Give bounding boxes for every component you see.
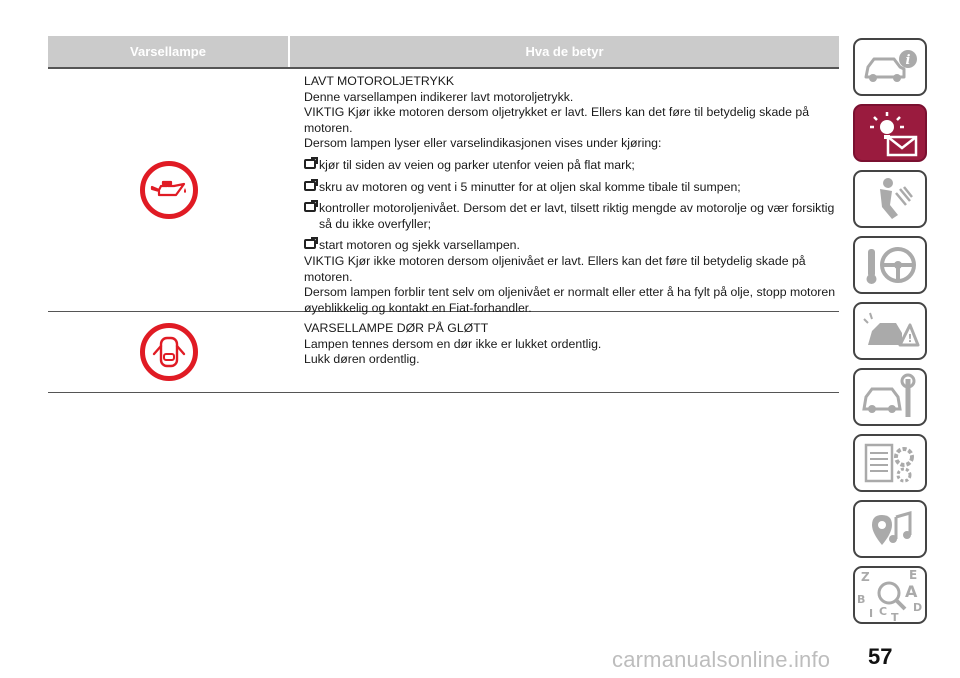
bullet-icon (304, 239, 316, 249)
specs-gears-icon[interactable] (853, 434, 927, 492)
bullet-icon (304, 159, 316, 169)
important-note: VIKTIG Kjør ikke motoren dersom oljenivået er lavt. Ellers kan det føre til betydelig skade på motoren. (304, 253, 806, 284)
index-letter: E (909, 568, 918, 582)
list-item: skru av motoren og vent i 5 minutter for at oljen skal komme tibale til sumpen; (304, 180, 839, 196)
list-item: kjør til siden av veien og parker utenfor veien på flat mark; (304, 158, 839, 174)
warning-title: VARSELLAMPE DØR PÅ GLØTT (304, 321, 489, 335)
warning-lights-icon[interactable] (853, 104, 927, 162)
description-text: Dersom lampen forblir tent selv om oljenivået er normalt eller etter å ha fylt på olje, stopp motoren øyeblikkelig og kontakt en Fiat-forhandler. (304, 285, 836, 315)
description-text: Lukk døren ordentlig. (304, 352, 420, 367)
index-letter: C (879, 605, 888, 618)
bullet-icon (304, 181, 316, 191)
index-letter: Z (861, 570, 870, 584)
car-wrench-icon[interactable] (853, 368, 927, 426)
warning-title: LAVT MOTOROLJETRYKK (304, 74, 455, 88)
table-row (48, 69, 839, 315)
watermark: carmanualsonline.info (612, 647, 831, 672)
index-letter: T (891, 611, 899, 623)
alphabetical-index-icon[interactable] (853, 566, 927, 624)
table-row (48, 312, 839, 393)
list-item: kontroller motoroljenivået. Dersom det er lavt, tilsett riktig mengde av motorolje og vær forsiktig så du ikke overfyller; (304, 201, 839, 232)
key-steering-wheel-icon[interactable] (853, 236, 927, 294)
index-letter: D (913, 601, 923, 614)
seat-airbag-icon[interactable] (853, 170, 927, 228)
index-letter: A (905, 582, 918, 601)
list-item: start motoren og sjekk varsellampen. (304, 238, 839, 254)
index-letter: B (857, 593, 866, 606)
multimedia-icon[interactable] (853, 500, 927, 558)
index-letter: I (869, 607, 874, 620)
crash-warning-icon[interactable] (853, 302, 927, 360)
bullet-icon (304, 202, 316, 212)
table-header (48, 36, 839, 69)
important-note: VIKTIG Kjør ikke motoren dersom oljetrykket er lavt. Ellers kan det føre til betydelig skade på motoren. (304, 105, 810, 135)
header-warning-lamp: Varsellampe (48, 36, 290, 67)
description-text: Lampen tennes dersom en dør ikke er lukket ordentlig. (304, 336, 602, 351)
oil-pressure-warning-icon (140, 161, 198, 219)
header-meaning: Hva de betyr (525, 44, 604, 59)
warning-lights-table (48, 36, 839, 393)
door-open-warning-icon (140, 323, 198, 381)
car-info-icon[interactable] (853, 38, 927, 96)
description-text: Dersom lampen lyser eller varselindikasjonen vises under kjøring: (304, 136, 662, 151)
svg-text:!: ! (907, 332, 913, 345)
description-text: Denne varsellampen indikerer lavt motoroljetrykk. (304, 89, 574, 104)
page-number: 57 (868, 644, 893, 669)
svg-text:i: i (905, 53, 911, 68)
